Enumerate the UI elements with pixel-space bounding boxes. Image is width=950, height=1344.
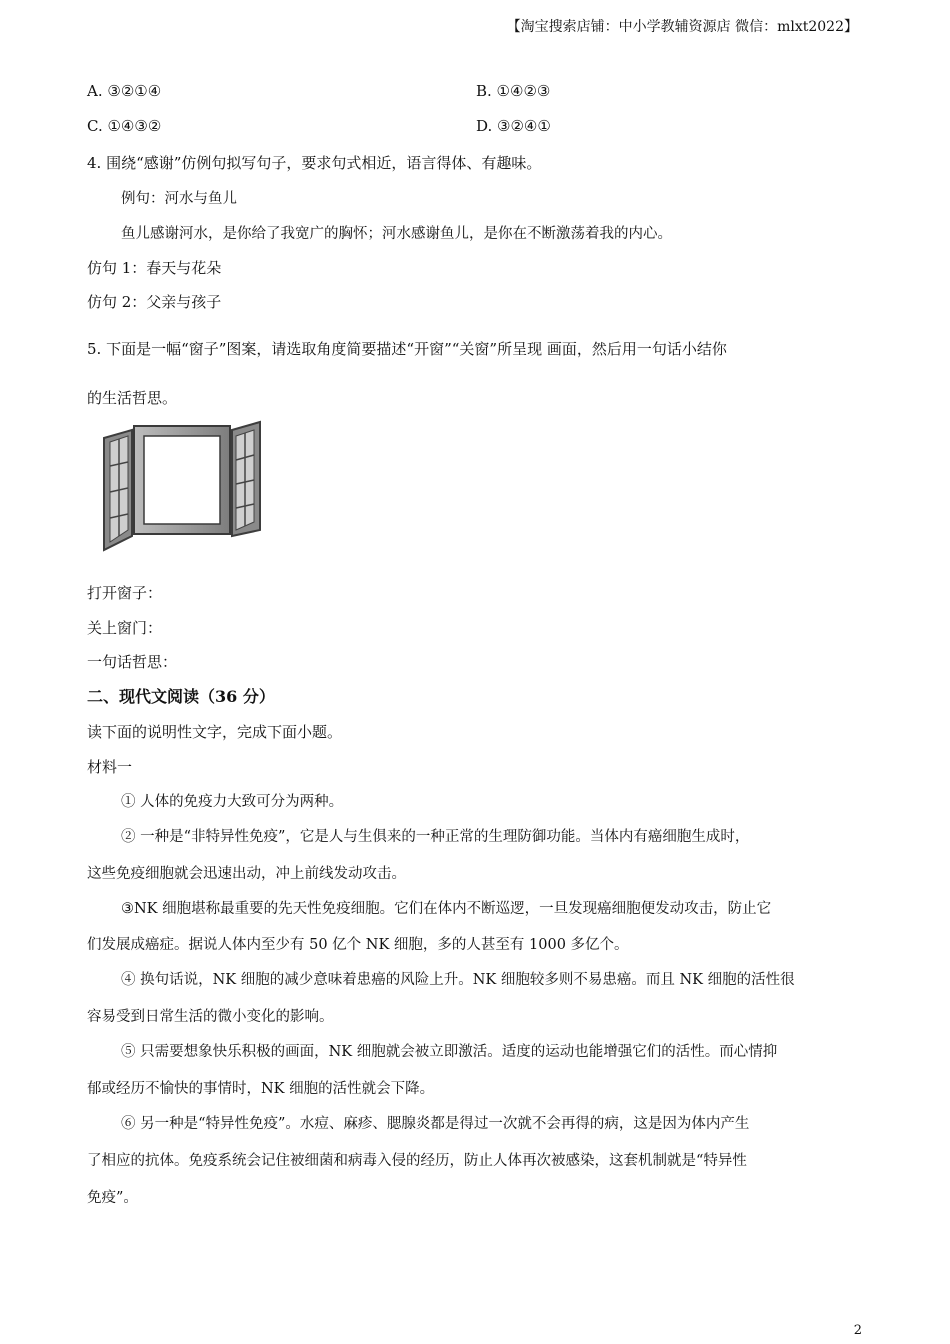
option-b: B. ①④②③ <box>476 82 551 100</box>
paragraph-4-cont: 容易受到日常生活的微小变化的影响。 <box>87 1009 334 1025</box>
open-window-answer: 打开窗子： <box>87 584 163 602</box>
option-c: C. ①④③② <box>87 117 162 135</box>
page-number: 2 <box>853 1323 862 1338</box>
philosophy-answer: 一句话哲思： <box>87 653 178 671</box>
imitation-2: 仿句 2：父亲与孩子 <box>87 293 222 311</box>
paragraph-5-cont: 郁或经历不愉快的事情时，NK 细胞的活性就会下降。 <box>87 1081 435 1097</box>
page-header: 【淘宝搜索店铺：中小学教辅资源店 微信：mlxt2022】 <box>506 19 858 35</box>
question-5-prompt: 5. 下面是一幅“窗子”图案，请选取角度简要描述“开窗”“关窗”所呈现 画面，然后用一句话小结你 <box>87 340 727 358</box>
question-5-prompt-cont: 的生活哲思。 <box>87 389 178 407</box>
paragraph-5: ⑤ 只需要想象快乐积极的画面，NK 细胞就会被立即激活。适度的运动也能增强它们的活性。而心情抑 <box>121 1044 778 1060</box>
paragraph-3: ③NK 细胞堪称最重要的先天性免疫细胞。它们在体内不断巡逻，一旦发现癌细胞便发动攻击，防止它 <box>121 901 772 917</box>
section-2-title: 二、现代文阅读（36 分） <box>87 687 275 706</box>
paragraph-6-end: 免疫”。 <box>87 1190 138 1206</box>
section-2-instruction: 读下面的说明性文字，完成下面小题。 <box>87 723 343 741</box>
paragraph-2-cont: 这些免疫细胞就会迅速出动，冲上前线发动攻击。 <box>87 866 406 882</box>
example-text: 鱼儿感谢河水，是你给了我宽广的胸怀；河水感谢鱼儿，是你在不断激荡着我的内心。 <box>121 226 672 242</box>
material-label: 材料一 <box>87 758 133 776</box>
paragraph-6-cont: 了相应的抗体。免疫系统会记住被细菌和病毒入侵的经历，防止人体再次被感染，这套机制就是“特异性 <box>87 1153 747 1169</box>
paragraph-6: ⑥ 另一种是“特异性免疫”。水痘、麻疹、腮腺炎都是得过一次就不会再得的病，这是因为体内产生 <box>121 1116 750 1132</box>
question-4-prompt: 4. 围绕“感谢”仿例句拟写句子，要求句式相近，语言得体、有趣味。 <box>87 154 542 172</box>
open-window-illustration <box>98 418 266 552</box>
example-label: 例句：河水与鱼儿 <box>121 191 237 207</box>
paragraph-4: ④ 换句话说，NK 细胞的减少意味着患癌的风险上升。NK 细胞较多则不易患癌。而且 NK 细胞的活性很 <box>121 972 795 988</box>
imitation-1: 仿句 1：春天与花朵 <box>87 259 222 277</box>
option-d: D. ③②④① <box>476 117 551 135</box>
option-a: A. ③②①④ <box>87 82 162 100</box>
close-window-answer: 关上窗门： <box>87 619 163 637</box>
paragraph-1: ① 人体的免疫力大致可分为两种。 <box>121 794 344 810</box>
paragraph-2: ② 一种是“非特异性免疫”，它是人与生俱来的一种正常的生理防御功能。当体内有癌细胞生成时， <box>121 829 750 845</box>
paragraph-3-cont: 们发展成癌症。据说人体内至少有 50 亿个 NK 细胞，多的人甚至有 1000 多亿个。 <box>87 937 629 953</box>
